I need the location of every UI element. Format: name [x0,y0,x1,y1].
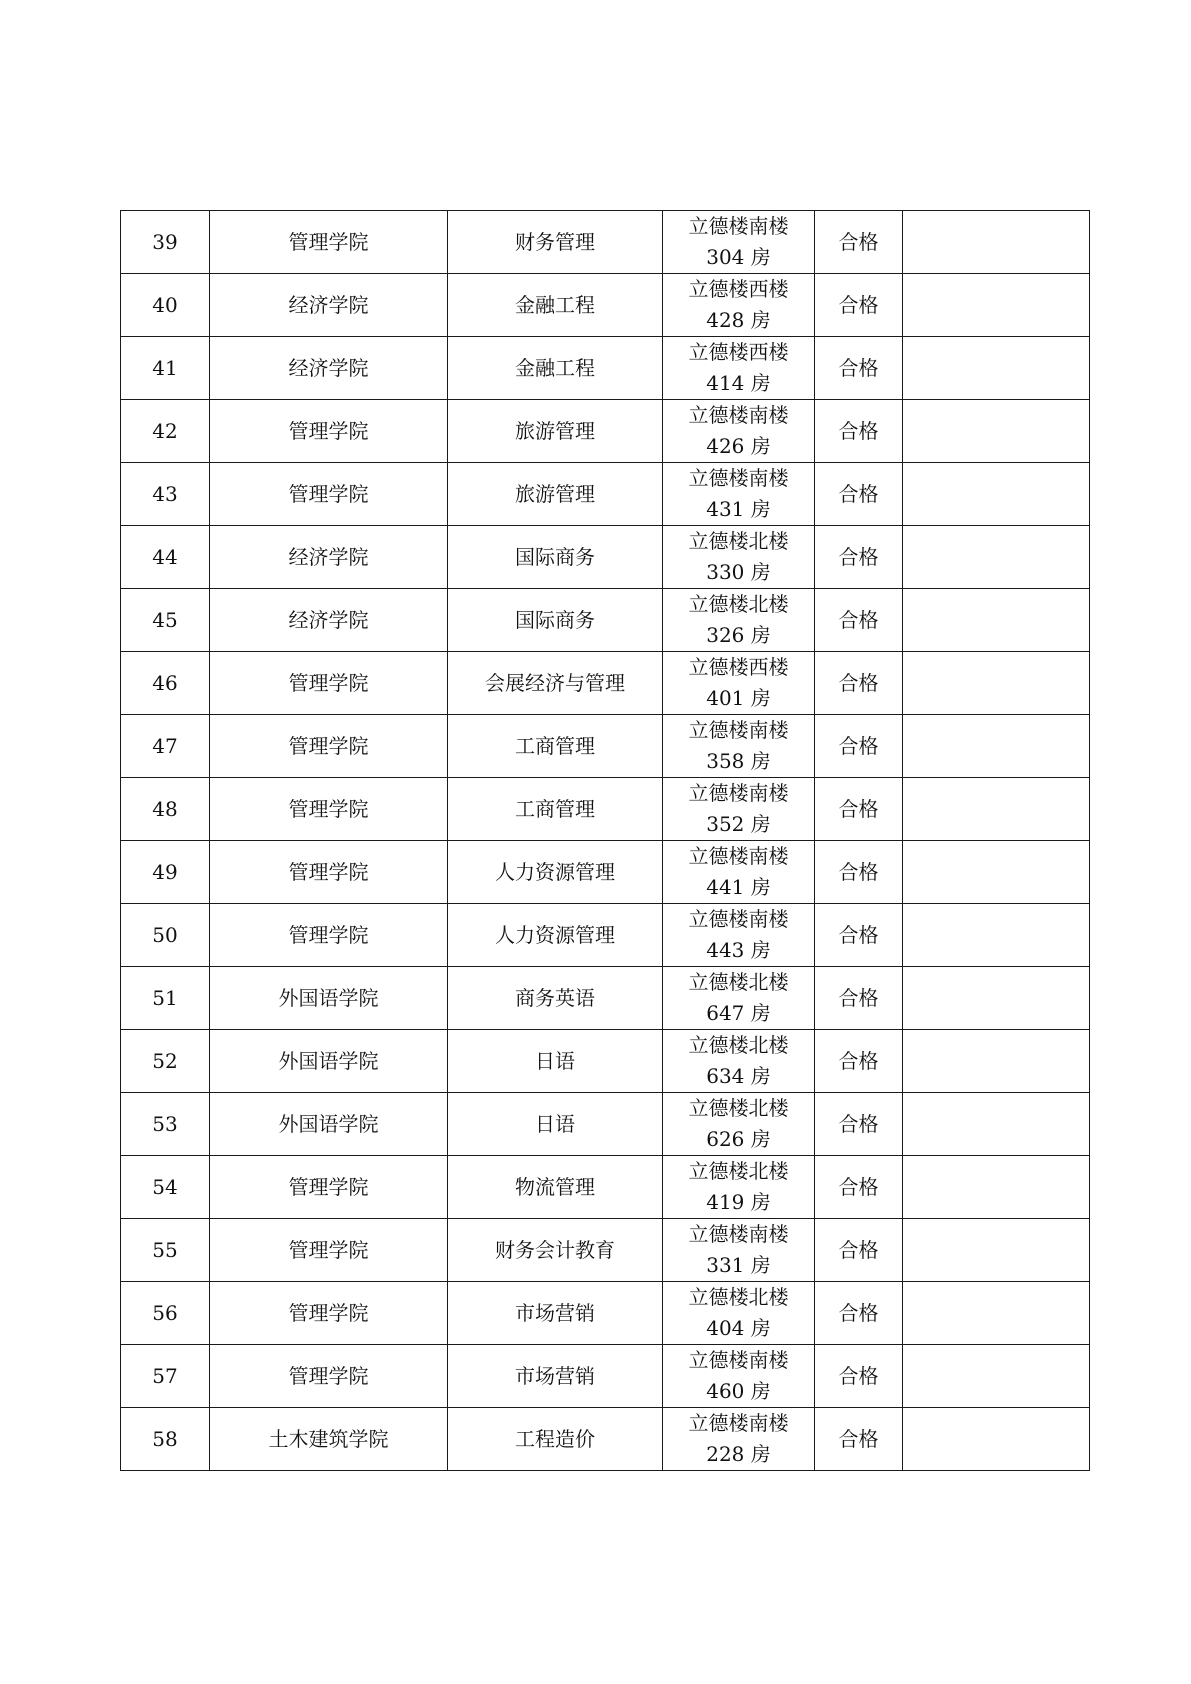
row-number-cell: 39 [121,211,210,274]
result-cell: 合格 [815,1219,903,1282]
table-row [121,589,1090,652]
row-number-cell: 58 [121,1408,210,1471]
table-row [121,1345,1090,1408]
result-cell: 合格 [815,526,903,589]
note-cell [903,841,1090,904]
college-cell: 管理学院 [210,1219,448,1282]
room-location-cell [663,652,815,715]
room-location-cell [663,904,815,967]
row-number-cell: 57 [121,1345,210,1408]
major-cell: 国际商务 [448,589,663,652]
major-cell: 旅游管理 [448,400,663,463]
table-row [121,652,1090,715]
note-cell [903,778,1090,841]
table-row [121,400,1090,463]
major-cell: 工程造价 [448,1408,663,1471]
college-cell: 经济学院 [210,589,448,652]
note-cell [903,1156,1090,1219]
table-row [121,778,1090,841]
room-number: 426 房 [706,434,771,458]
room-number: 460 房 [706,1379,771,1403]
result-cell: 合格 [815,841,903,904]
building-name: 立德楼南楼 [688,466,789,490]
building-name: 立德楼西楼 [688,340,789,364]
table-row [121,463,1090,526]
major-cell: 人力资源管理 [448,904,663,967]
table-row [121,1156,1090,1219]
table-row [121,1408,1090,1471]
major-cell: 财务管理 [448,211,663,274]
result-cell: 合格 [815,337,903,400]
room-number: 358 房 [706,749,771,773]
result-cell: 合格 [815,652,903,715]
result-cell: 合格 [815,211,903,274]
table-row [121,1282,1090,1345]
room-location-cell [663,841,815,904]
room-number: 647 房 [706,1001,771,1025]
table-row [121,1030,1090,1093]
result-cell: 合格 [815,1030,903,1093]
room-number: 331 房 [706,1253,771,1277]
room-location-cell [663,337,815,400]
room-number: 228 房 [706,1442,771,1466]
inspection-table [120,210,1090,1471]
building-name: 立德楼南楼 [688,1222,789,1246]
row-number-cell: 54 [121,1156,210,1219]
room-number: 304 房 [706,245,771,269]
building-name: 立德楼北楼 [688,1159,789,1183]
college-cell: 管理学院 [210,211,448,274]
room-location-cell [663,589,815,652]
major-cell: 市场营销 [448,1345,663,1408]
result-cell: 合格 [815,904,903,967]
building-name: 立德楼南楼 [688,781,789,805]
college-cell: 经济学院 [210,337,448,400]
college-cell: 管理学院 [210,841,448,904]
room-number: 326 房 [706,623,771,647]
row-number-cell: 43 [121,463,210,526]
room-number: 441 房 [706,875,771,899]
row-number-cell: 51 [121,967,210,1030]
row-number-cell: 41 [121,337,210,400]
note-cell [903,337,1090,400]
note-cell [903,1093,1090,1156]
major-cell: 金融工程 [448,337,663,400]
table-row [121,715,1090,778]
major-cell: 旅游管理 [448,463,663,526]
building-name: 立德楼南楼 [688,907,789,931]
row-number-cell: 50 [121,904,210,967]
building-name: 立德楼北楼 [688,1096,789,1120]
table-row [121,841,1090,904]
room-location-cell [663,1282,815,1345]
result-cell: 合格 [815,715,903,778]
college-cell: 管理学院 [210,400,448,463]
table-row [121,1093,1090,1156]
room-location-cell [663,400,815,463]
table-row [121,274,1090,337]
row-number-cell: 49 [121,841,210,904]
college-cell: 外国语学院 [210,1093,448,1156]
result-cell: 合格 [815,1282,903,1345]
room-number: 352 房 [706,812,771,836]
room-location-cell [663,274,815,337]
row-number-cell: 55 [121,1219,210,1282]
table-row [121,1219,1090,1282]
result-cell: 合格 [815,967,903,1030]
room-number: 401 房 [706,686,771,710]
room-location-cell [663,1408,815,1471]
college-cell: 外国语学院 [210,967,448,1030]
building-name: 立德楼北楼 [688,1033,789,1057]
row-number-cell: 53 [121,1093,210,1156]
note-cell [903,463,1090,526]
college-cell: 管理学院 [210,1345,448,1408]
room-location-cell [663,1219,815,1282]
note-cell [903,904,1090,967]
row-number-cell: 40 [121,274,210,337]
row-number-cell: 47 [121,715,210,778]
college-cell: 管理学院 [210,463,448,526]
note-cell [903,1282,1090,1345]
result-cell: 合格 [815,463,903,526]
college-cell: 管理学院 [210,1282,448,1345]
building-name: 立德楼北楼 [688,1285,789,1309]
major-cell: 日语 [448,1093,663,1156]
major-cell: 会展经济与管理 [448,652,663,715]
table-row [121,526,1090,589]
row-number-cell: 52 [121,1030,210,1093]
building-name: 立德楼南楼 [688,403,789,427]
room-number: 626 房 [706,1127,771,1151]
building-name: 立德楼南楼 [688,718,789,742]
room-number: 330 房 [706,560,771,584]
college-cell: 经济学院 [210,274,448,337]
major-cell: 日语 [448,1030,663,1093]
college-cell: 土木建筑学院 [210,1408,448,1471]
room-location-cell [663,967,815,1030]
result-cell: 合格 [815,274,903,337]
table-row [121,904,1090,967]
row-number-cell: 45 [121,589,210,652]
college-cell: 管理学院 [210,778,448,841]
result-cell: 合格 [815,1345,903,1408]
note-cell [903,526,1090,589]
college-cell: 经济学院 [210,526,448,589]
table-row [121,337,1090,400]
building-name: 立德楼北楼 [688,529,789,553]
table-body [121,211,1090,1471]
major-cell: 金融工程 [448,274,663,337]
result-cell: 合格 [815,1156,903,1219]
building-name: 立德楼南楼 [688,214,789,238]
building-name: 立德楼南楼 [688,844,789,868]
building-name: 立德楼南楼 [688,1411,789,1435]
room-number: 414 房 [706,371,771,395]
room-number: 443 房 [706,938,771,962]
major-cell: 国际商务 [448,526,663,589]
note-cell [903,967,1090,1030]
row-number-cell: 56 [121,1282,210,1345]
row-number-cell: 48 [121,778,210,841]
note-cell [903,1030,1090,1093]
table-row [121,211,1090,274]
building-name: 立德楼南楼 [688,1348,789,1372]
room-location-cell [663,1345,815,1408]
result-cell: 合格 [815,1408,903,1471]
building-name: 立德楼北楼 [688,592,789,616]
note-cell [903,1345,1090,1408]
table-row [121,967,1090,1030]
room-location-cell [663,526,815,589]
note-cell [903,400,1090,463]
room-number: 634 房 [706,1064,771,1088]
room-location-cell [663,463,815,526]
room-location-cell [663,1093,815,1156]
room-number: 431 房 [706,497,771,521]
row-number-cell: 42 [121,400,210,463]
college-cell: 管理学院 [210,1156,448,1219]
result-cell: 合格 [815,778,903,841]
room-location-cell [663,778,815,841]
note-cell [903,211,1090,274]
result-cell: 合格 [815,1093,903,1156]
note-cell [903,652,1090,715]
major-cell: 商务英语 [448,967,663,1030]
room-number: 428 房 [706,308,771,332]
note-cell [903,715,1090,778]
room-location-cell [663,1030,815,1093]
room-number: 404 房 [706,1316,771,1340]
note-cell [903,1219,1090,1282]
result-cell: 合格 [815,400,903,463]
room-location-cell [663,211,815,274]
room-number: 419 房 [706,1190,771,1214]
row-number-cell: 46 [121,652,210,715]
note-cell [903,589,1090,652]
major-cell: 工商管理 [448,715,663,778]
room-location-cell [663,715,815,778]
note-cell [903,274,1090,337]
college-cell: 管理学院 [210,652,448,715]
result-cell: 合格 [815,589,903,652]
note-cell [903,1408,1090,1471]
college-cell: 管理学院 [210,904,448,967]
building-name: 立德楼西楼 [688,655,789,679]
row-number-cell: 44 [121,526,210,589]
college-cell: 管理学院 [210,715,448,778]
room-location-cell [663,1156,815,1219]
major-cell: 财务会计教育 [448,1219,663,1282]
building-name: 立德楼北楼 [688,970,789,994]
major-cell: 工商管理 [448,778,663,841]
major-cell: 人力资源管理 [448,841,663,904]
building-name: 立德楼西楼 [688,277,789,301]
major-cell: 物流管理 [448,1156,663,1219]
college-cell: 外国语学院 [210,1030,448,1093]
major-cell: 市场营销 [448,1282,663,1345]
